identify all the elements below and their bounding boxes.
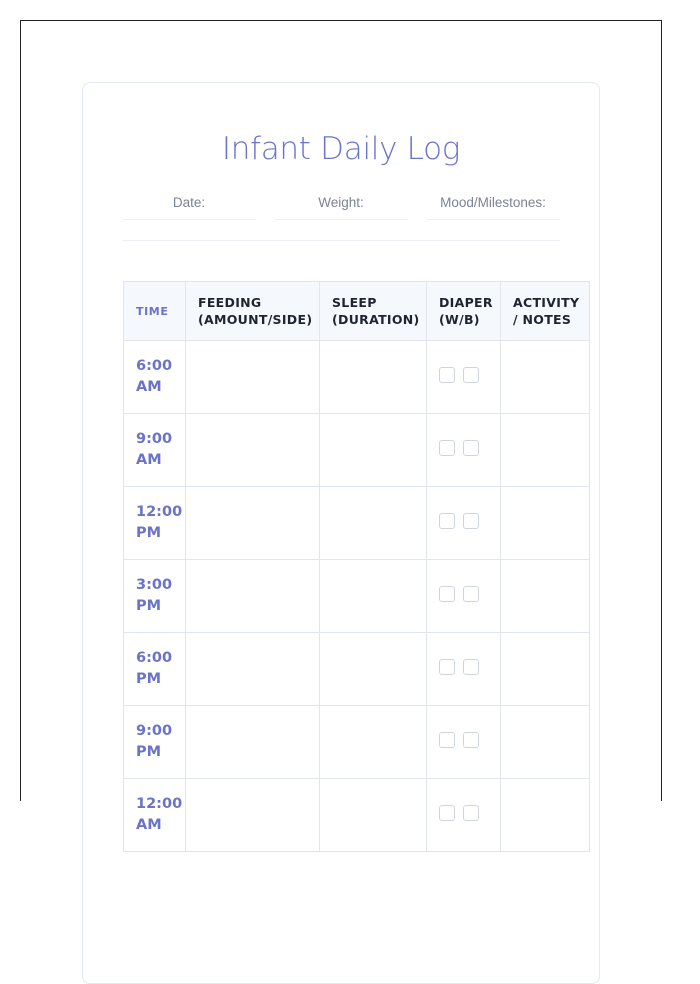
time-cell: [124, 779, 186, 852]
bowel-checkbox[interactable]: [463, 440, 479, 456]
wet-checkbox[interactable]: [439, 440, 455, 456]
time-period: AM: [136, 817, 162, 833]
activity-notes-cell[interactable]: [501, 341, 590, 414]
table-row: [124, 414, 590, 487]
diaper-cell: [427, 414, 501, 487]
diaper-cell: [427, 560, 501, 633]
activity-notes-cell[interactable]: [501, 487, 590, 560]
sleep-cell[interactable]: [320, 487, 427, 560]
diaper-cell: [427, 706, 501, 779]
time-value: 6:00: [136, 358, 173, 374]
sleep-cell[interactable]: [320, 341, 427, 414]
feeding-cell[interactable]: [186, 779, 320, 852]
feeding-cell[interactable]: [186, 560, 320, 633]
header-divider: [122, 240, 560, 241]
diaper-cell: [427, 341, 501, 414]
bowel-checkbox[interactable]: [463, 367, 479, 383]
column-header-diaper: [427, 282, 501, 341]
time-cell: [124, 633, 186, 706]
sleep-cell[interactable]: [320, 779, 427, 852]
column-header-activity-line1: ACTIVITY: [513, 295, 580, 310]
column-header-feeding-line2: (AMOUNT/SIDE): [198, 312, 313, 327]
bowel-checkbox[interactable]: [463, 659, 479, 675]
bowel-checkbox[interactable]: [463, 805, 479, 821]
time-period: AM: [136, 379, 162, 395]
time-period: PM: [136, 598, 162, 614]
column-header-time-label: TIME: [136, 304, 169, 318]
wet-checkbox[interactable]: [439, 367, 455, 383]
activity-notes-cell[interactable]: [501, 560, 590, 633]
feeding-cell[interactable]: [186, 414, 320, 487]
table-row: [124, 779, 590, 852]
time-value: 9:00: [136, 723, 173, 739]
activity-notes-cell[interactable]: [501, 633, 590, 706]
time-cell: [124, 706, 186, 779]
time-value: 12:00: [136, 504, 183, 520]
table-row: [124, 487, 590, 560]
column-header-feeding-line1: FEEDING: [198, 295, 262, 310]
time-period: PM: [136, 744, 162, 760]
mood-milestones-field[interactable]: Mood/Milestones:: [426, 195, 560, 220]
column-header-time: [124, 282, 186, 341]
feeding-cell[interactable]: [186, 633, 320, 706]
time-period: AM: [136, 452, 162, 468]
time-value: 3:00: [136, 577, 173, 593]
column-header-sleep-line1: SLEEP: [332, 295, 377, 310]
time-cell: [124, 414, 186, 487]
table-row: [124, 341, 590, 414]
table-row: [124, 633, 590, 706]
time-period: PM: [136, 671, 162, 687]
weight-field[interactable]: Weight:: [274, 195, 408, 220]
wet-checkbox[interactable]: [439, 659, 455, 675]
diaper-cell: [427, 779, 501, 852]
column-header-sleep-line2: (DURATION): [332, 312, 420, 327]
column-header-sleep: [320, 282, 427, 341]
time-cell: [124, 341, 186, 414]
column-header-activity: [501, 282, 590, 341]
feeding-cell[interactable]: [186, 341, 320, 414]
page-title: Infant Daily Log: [221, 131, 461, 167]
feeding-cell[interactable]: [186, 487, 320, 560]
wet-checkbox[interactable]: [439, 805, 455, 821]
wet-checkbox[interactable]: [439, 732, 455, 748]
column-header-activity-line2: / NOTES: [513, 312, 572, 327]
column-header-diaper-line2: (W/B): [439, 312, 480, 327]
sleep-cell[interactable]: [320, 414, 427, 487]
date-field[interactable]: Date:: [122, 195, 256, 220]
document-viewport: [20, 20, 662, 833]
bowel-checkbox[interactable]: [463, 586, 479, 602]
wet-checkbox[interactable]: [439, 513, 455, 529]
feeding-cell[interactable]: [186, 706, 320, 779]
column-header-diaper-line1: DIAPER: [439, 295, 493, 310]
time-cell: [124, 487, 186, 560]
time-value: 6:00: [136, 650, 173, 666]
bowel-checkbox[interactable]: [463, 732, 479, 748]
activity-notes-cell[interactable]: [501, 706, 590, 779]
time-period: PM: [136, 525, 162, 541]
log-sheet: [82, 82, 600, 984]
table-header-row: [124, 282, 590, 341]
time-cell: [124, 560, 186, 633]
time-value: 9:00: [136, 431, 173, 447]
column-header-feeding: [186, 282, 320, 341]
time-value: 12:00: [136, 796, 183, 812]
activity-notes-cell[interactable]: [501, 414, 590, 487]
bowel-checkbox[interactable]: [463, 513, 479, 529]
diaper-cell: [427, 487, 501, 560]
sleep-cell[interactable]: [320, 560, 427, 633]
table-row: [124, 560, 590, 633]
diaper-cell: [427, 633, 501, 706]
daily-log-table: [123, 281, 590, 852]
sleep-cell[interactable]: [320, 706, 427, 779]
table-row: [124, 706, 590, 779]
activity-notes-cell[interactable]: [501, 779, 590, 852]
wet-checkbox[interactable]: [439, 586, 455, 602]
sleep-cell[interactable]: [320, 633, 427, 706]
